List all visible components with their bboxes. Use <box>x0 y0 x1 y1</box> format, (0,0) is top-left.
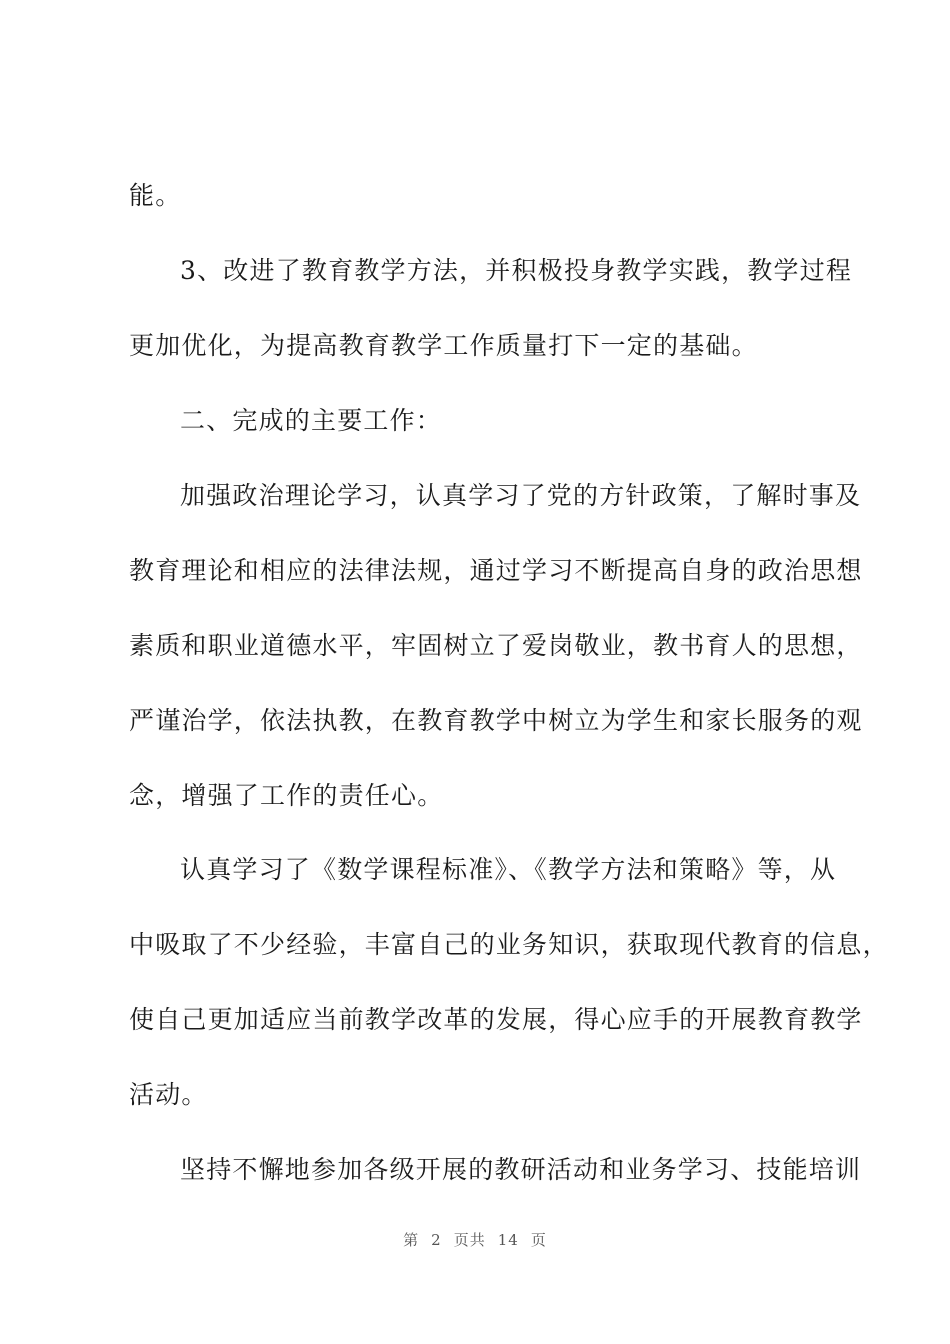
text-line-11: 中吸取了不少经验，丰富自己的业务知识，获取现代教育的信息， <box>129 930 889 959</box>
text-line-14: 坚持不懈地参加各级开展的教研活动和业务学习、技能培训 <box>180 1155 862 1184</box>
section-heading: 二、完成的主要工作： <box>180 406 443 435</box>
text-line-3: 更加优化，为提高教育教学工作质量打下一定的基础。 <box>129 331 758 360</box>
text-line-13: 活动。 <box>129 1080 208 1109</box>
footer-total-pages: 14 <box>497 1231 519 1249</box>
text-line-10: 认真学习了《数学课程标准》、《教学方法和策略》等，从 <box>180 855 837 884</box>
text-line-6: 教育理论和相应的法律法规，通过学习不断提高自身的政治思想 <box>129 556 863 585</box>
text-line-8: 严谨治学，依法执教，在教育教学中树立为学生和家长服务的观 <box>129 706 863 735</box>
footer-suffix: 页 <box>530 1231 547 1249</box>
footer-page-number: 2 <box>431 1231 442 1249</box>
text-line-2: 3、改进了教育教学方法，并积极投身教学实践，教学过程 <box>180 256 853 285</box>
footer-middle: 页共 <box>453 1231 486 1249</box>
page-footer <box>0 1229 950 1250</box>
text-line-7: 素质和职业道德水平，牢固树立了爱岗敬业，教书育人的思想， <box>129 631 863 660</box>
footer-prefix: 第 <box>403 1231 420 1249</box>
text-line-9: 念，增强了工作的责任心。 <box>129 781 444 810</box>
text-line-12: 使自己更加适应当前教学改革的发展，得心应手的开展教育教学 <box>129 1005 863 1034</box>
text-line-1: 能。 <box>129 181 182 210</box>
text-line-5: 加强政治理论学习，认真学习了党的方针政策，了解时事及 <box>180 481 862 510</box>
